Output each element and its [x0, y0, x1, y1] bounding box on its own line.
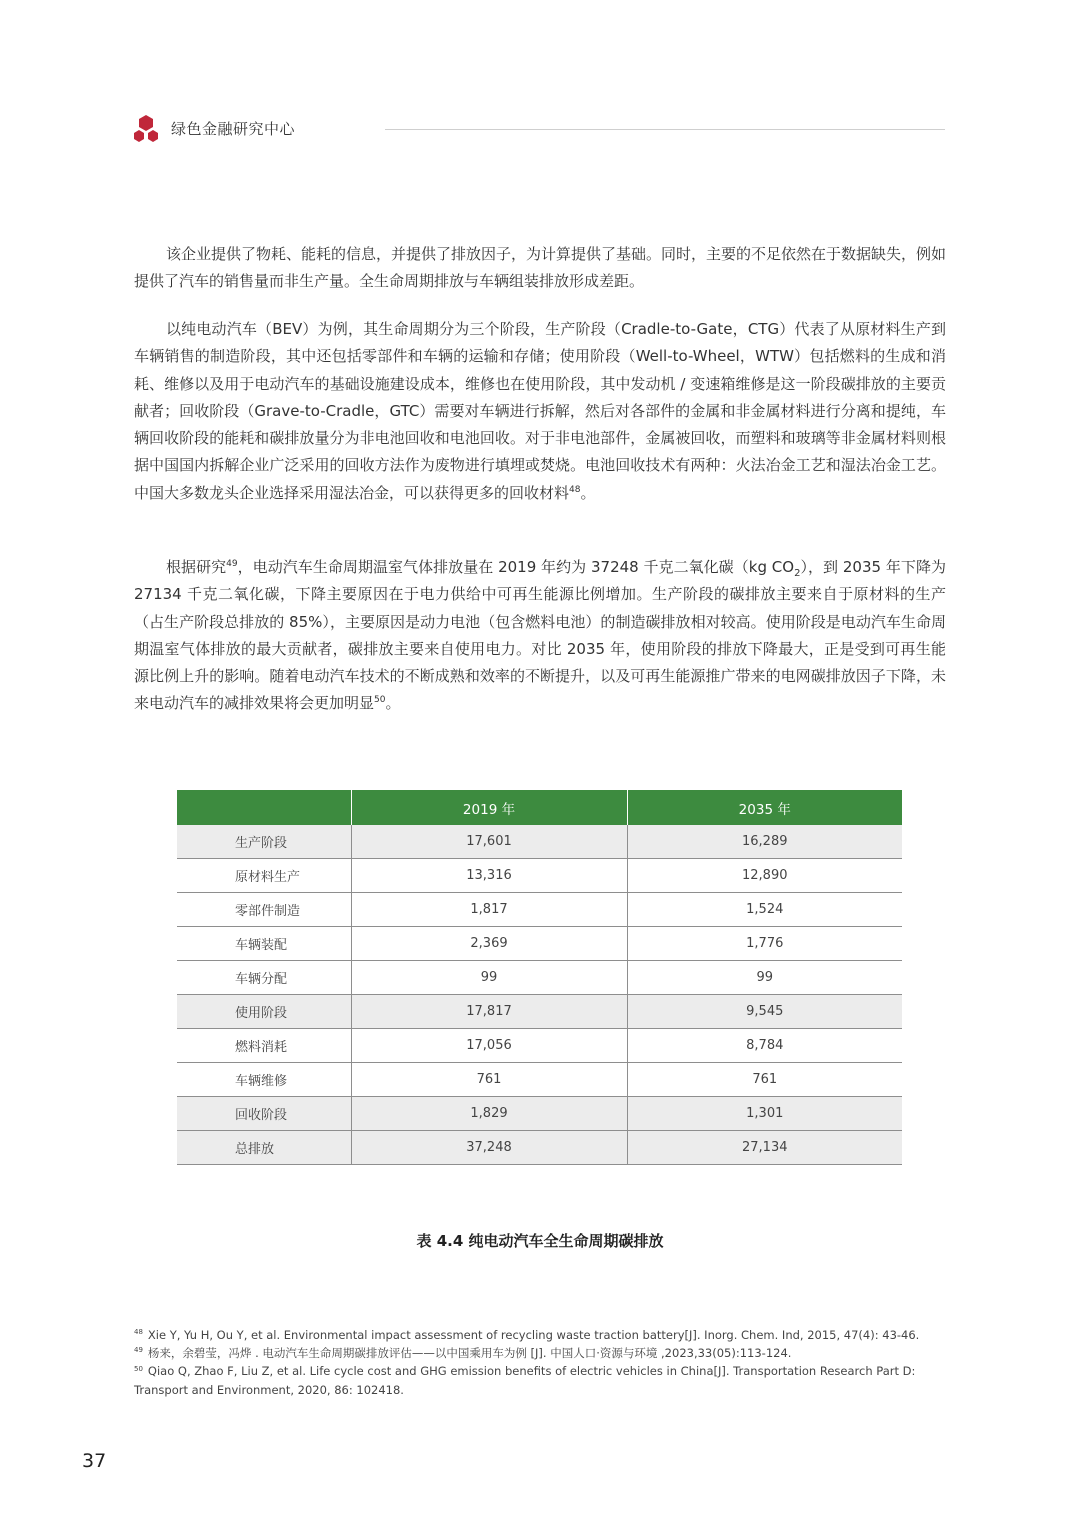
- value-2035: 1,776: [627, 927, 902, 961]
- table-header-row: [177, 790, 902, 825]
- table-caption: 表 4.4 纯电动汽车全生命周期碳排放: [416, 1232, 664, 1250]
- row-label: 回收阶段: [177, 1097, 351, 1131]
- footnote-number: 49: [134, 1346, 143, 1355]
- value-2019: 99: [351, 961, 627, 995]
- paragraph-research-a: 根据研究: [166, 558, 227, 576]
- value-2019: 1,829: [351, 1097, 627, 1131]
- footnotes: [134, 1326, 946, 1399]
- footnote-text: Qiao Q, Zhao F, Liu Z, et al. Life cycle cost and GHG emission benefits of electric vehicles in China[J]. Transportation Research Part D: Transport and Environment, 2020, 86: 102418.: [134, 1364, 916, 1397]
- table-row: [177, 1063, 902, 1097]
- page-number: 37: [82, 1450, 107, 1472]
- value-2035: 8,784: [627, 1029, 902, 1063]
- paragraph-research-b: ，电动汽车生命周期温室气体排放量在 2019 年约为 37248 千克二氧化碳（kg CO: [237, 558, 795, 576]
- value-2035: 1,524: [627, 893, 902, 927]
- footnote-ref-49[interactable]: 49: [226, 559, 238, 569]
- table-row: [177, 995, 902, 1029]
- table-row: [177, 893, 902, 927]
- table-row: [177, 927, 902, 961]
- table-row: [177, 825, 902, 859]
- value-2019: 761: [351, 1063, 627, 1097]
- value-2019: 1,817: [351, 893, 627, 927]
- table-row: [177, 1131, 902, 1165]
- footnote-text: Xie Y, Yu H, Ou Y, et al. Environmental impact assessment of recycling waste traction battery[J]. Inorg. Chem. Ind, 2015, 47(4): 43-46.: [147, 1328, 920, 1342]
- table-header-2019: 2019 年: [351, 790, 627, 825]
- header-divider: [385, 129, 945, 130]
- footnote-number: 50: [134, 1364, 143, 1373]
- value-2019: 17,056: [351, 1029, 627, 1063]
- table-row: [177, 961, 902, 995]
- footnote-number: 48: [134, 1328, 143, 1337]
- footnote-ref-48[interactable]: 48: [569, 484, 581, 495]
- value-2035: 9,545: [627, 995, 902, 1029]
- value-2019: 13,316: [351, 859, 627, 893]
- row-label: 使用阶段: [177, 995, 351, 1029]
- paragraph-bev-text: 以纯电动汽车（BEV）为例，其生命周期分为三个阶段，生产阶段（Cradle-to-Gate，CTG）代表了从原材料生产到车辆销售的制造阶段，其中还包括零部件和车辆的运输和存储；使用阶段（Well-to-Wheel，WTW）包括燃料的生成和消耗、维修以及用于电动汽车的基础设施建设成本，维修也在使用阶段，其中发动机 / 变速箱维修是这一阶段碳排放的主要贡献者；回收阶段（Grave-to-Cradle，GTC）需要对车辆进行拆解，然后对各部件的金属和非金属材料进行分离和提纯，车辆回收阶段的能耗和碳排放量分为非电池回收和电池回收。对于非电池部件，金属被回收，而塑料和玻璃等非金属材料则根据中国国内拆解企业广泛采用的回收方法作为废物进行填埋或焚烧。电池回收技术有两种：火法冶金工艺和湿法冶金工艺。中国大多数龙头企业选择采用湿法冶金，可以获得更多的回收材料: [134, 320, 946, 502]
- footnote-text: 杨来，余碧莹，冯烨 . 电动汽车生命周期碳排放评估——以中国乘用车为例 [J]. 中国人口·资源与环境 ,2023,33(05):113-124.: [147, 1346, 792, 1361]
- paragraph-bev-lifecycle: [134, 316, 946, 507]
- value-2035: 761: [627, 1063, 902, 1097]
- paragraph-research-c: ），到 2035 年下降为 27134 千克二氧化碳，下降主要原因在于电力供给中可再生能源比例增加。生产阶段的碳排放主要来自于原材料的生产（占生产阶段总排放的 85%），主要原因是动力电池（包含燃料电池）的制造碳排放相对较高。使用阶段是电动汽车生命周期温室气体排放的最大贡献者，碳排放主要来自使用电力。对比 2035 年，使用阶段的排放下降最大，正是受到可再生能源比例上升的影响。随着电动汽车技术的不断成熟和效率的不断提升，以及可再生能源推广带来的电网碳排放因子下降，未来电动汽车的减排效果将会更加明显: [134, 558, 946, 713]
- row-label: 总排放: [177, 1131, 351, 1165]
- row-label: 零部件制造: [177, 893, 351, 927]
- bev-emission-table: [177, 790, 902, 1165]
- row-label: 车辆维修: [177, 1063, 351, 1097]
- value-2035: 27,134: [627, 1131, 902, 1165]
- paragraph-bev-end: 。: [580, 483, 596, 502]
- co2-subscript: 2: [794, 568, 801, 579]
- footnote-ref-50[interactable]: 50: [374, 695, 386, 706]
- hexagon-logo-icon: [133, 114, 159, 146]
- table-body: [177, 825, 902, 1165]
- page-header: [133, 114, 945, 146]
- footnote-item: [134, 1344, 946, 1362]
- value-2019: 17,817: [351, 995, 627, 1029]
- row-label: 车辆装配: [177, 927, 351, 961]
- org-name: 绿色金融研究中心: [171, 120, 296, 138]
- table-row: [177, 1029, 902, 1063]
- value-2035: 12,890: [627, 859, 902, 893]
- paragraph-data-quality: 该企业提供了物耗、能耗的信息，并提供了排放因子，为计算提供了基础。同时，主要的不足依然在于数据缺失，例如提供了汽车的销售量而非生产量。全生命周期排放与车辆组装排放形成差距。: [134, 245, 947, 291]
- table-header-blank: [177, 790, 351, 825]
- footnote-item: [134, 1326, 946, 1344]
- row-label: 生产阶段: [177, 825, 351, 859]
- row-label: 原材料生产: [177, 859, 351, 893]
- paragraph-research-end: 。: [385, 694, 401, 713]
- value-2035: 99: [627, 961, 902, 995]
- value-2035: 1,301: [627, 1097, 902, 1131]
- footnote-item: [134, 1362, 946, 1398]
- row-label: 燃料消耗: [177, 1029, 351, 1063]
- table-row: [177, 859, 902, 893]
- value-2035: 16,289: [627, 825, 902, 859]
- table-row: [177, 1097, 902, 1131]
- table-header-2035: 2035 年: [627, 790, 902, 825]
- value-2019: 17,601: [351, 825, 627, 859]
- value-2019: 37,248: [351, 1131, 627, 1165]
- paragraph-emission-research: [134, 554, 946, 718]
- value-2019: 2,369: [351, 927, 627, 961]
- row-label: 车辆分配: [177, 961, 351, 995]
